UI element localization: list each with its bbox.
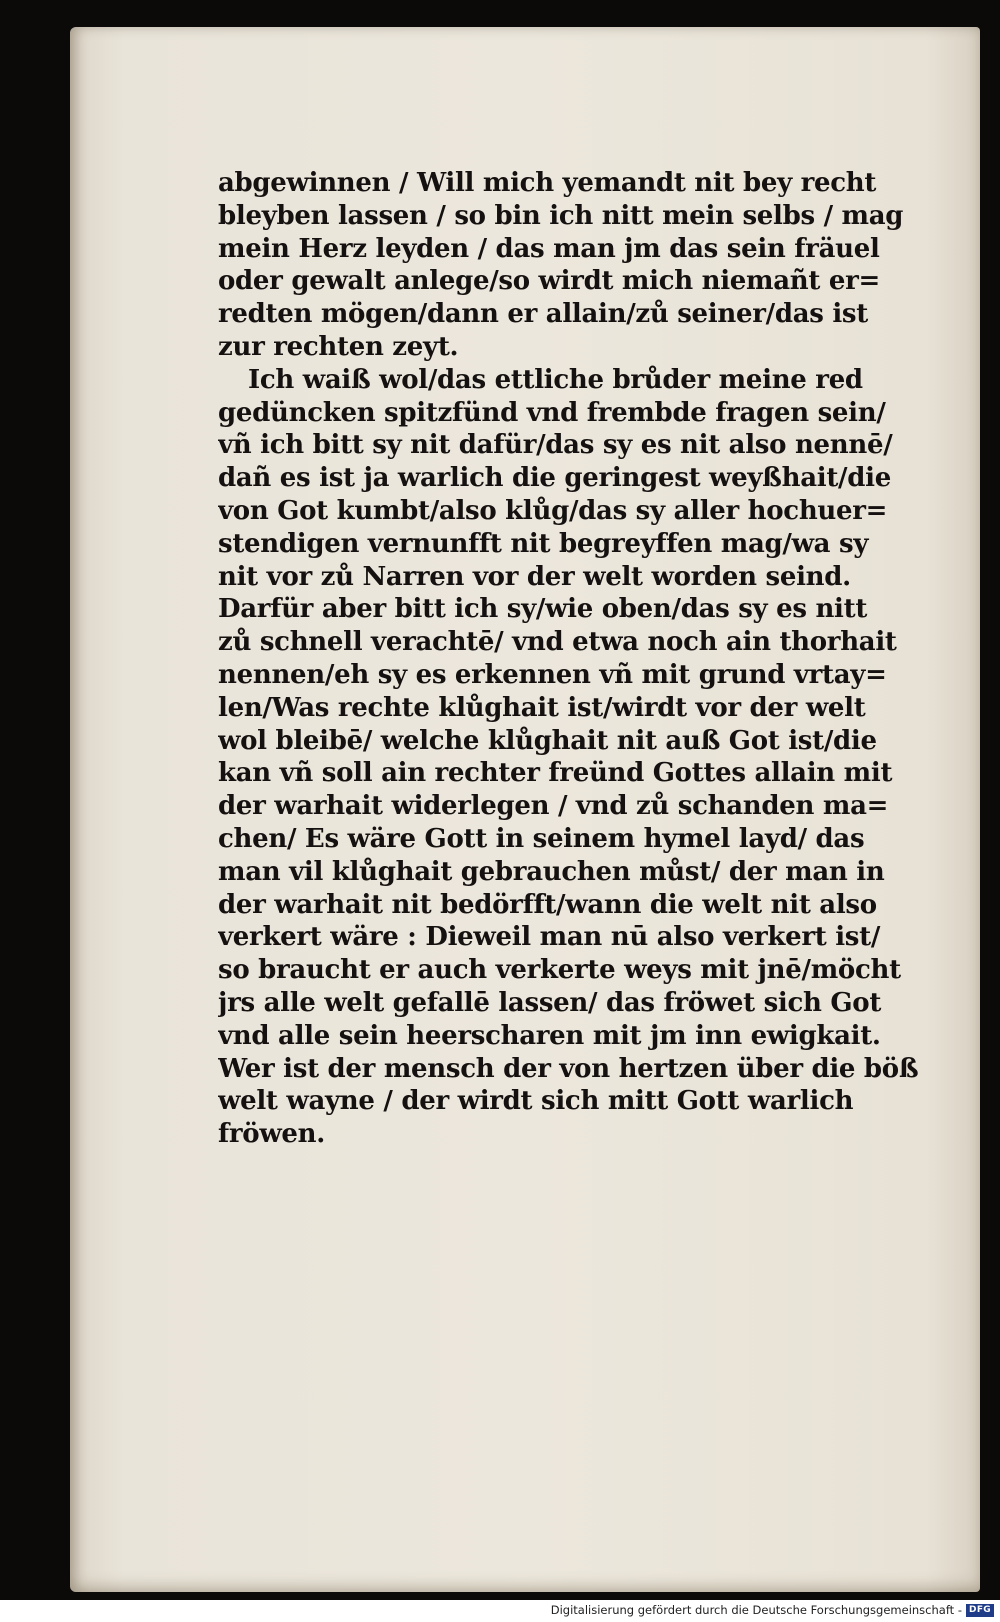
text-line: fröwen. [218,1119,326,1150]
text-line: so braucht er auch verkerte weys mit jnē/möcht [218,955,901,986]
text-line: Ich waiß wol/das ettliche brůder meine red [248,364,863,395]
text-line: kan vñ soll ain rechter freünd Gottes allain mit [218,758,893,789]
text-line: nit vor zů Narren vor der welt worden seind. [218,561,851,592]
text-line: vnd alle sein heerscharen mit jm inn ewigkait. [218,1020,881,1051]
text-line: len/Was rechte klůghait ist/wirdt vor der welt [218,692,866,723]
text-line: vñ ich bitt sy nit dafür/das sy es nit also nennē/ [218,430,893,461]
text-line: stendigen vernunfft nit begreyffen mag/wa sy [218,528,869,559]
text-line: gedüncken spitzfünd vnd frembde fragen sein/ [218,397,886,428]
text-line: dañ es ist ja warlich die geringest weyßhait/die [218,463,891,494]
text-line: wol bleibē/ welche klůghait nit auß Got ist/die [218,725,877,756]
funding-credit: Digitalisierung gefördert durch die Deutsche Forschungsgemeinschaft - [550,1603,962,1617]
text-line: abgewinnen / Will mich yemandt nit bey recht [218,168,877,198]
text-line: chen/ Es wäre Gott in seinem hymel layd/ das [218,823,865,854]
page-text-block [218,167,938,1151]
text-line: von Got kumbt/also klůg/das sy aller hochuer= [218,495,888,526]
text-line: nennen/eh sy es erkennen vñ mit grund vrtay= [218,659,887,690]
text-line: Wer ist der mensch der von hertzen über die böß [218,1053,919,1084]
text-line: man vil klůghait gebrauchen můst/ der man in [218,856,885,887]
text-line: der warhait widerlegen / vnd zů schanden ma= [218,791,889,822]
text-line: oder gewalt anlege/so wirdt mich niemañt er= [218,266,880,297]
dfg-logo-icon: DFG [966,1604,994,1617]
text-line: Darfür aber bitt ich sy/wie oben/das sy es nitt [218,594,868,625]
text-line: mein Herz leyden / das man jm das sein fräuel [218,233,880,264]
text-line: zur rechten zeyt. [218,331,459,362]
text-line: jrs alle welt gefallē lassen/ das fröwet sich Got [218,987,882,1018]
text-line: bleyben lassen / so bin ich nitt mein selbs / mag [218,200,904,231]
footer-bar [0,1600,1000,1622]
book-page [70,27,980,1592]
text-line: zů schnell verachtē/ vnd etwa noch ain thorhait [218,627,897,658]
text-line: der warhait nit bedörfft/wann die welt nit also [218,889,877,920]
text-line: welt wayne / der wirdt sich mitt Gott warlich [218,1086,854,1117]
text-line: redten mögen/dann er allain/zů seiner/das ist [218,299,868,330]
text-line: verkert wäre : Dieweil man nū also verkert ist/ [218,922,881,953]
